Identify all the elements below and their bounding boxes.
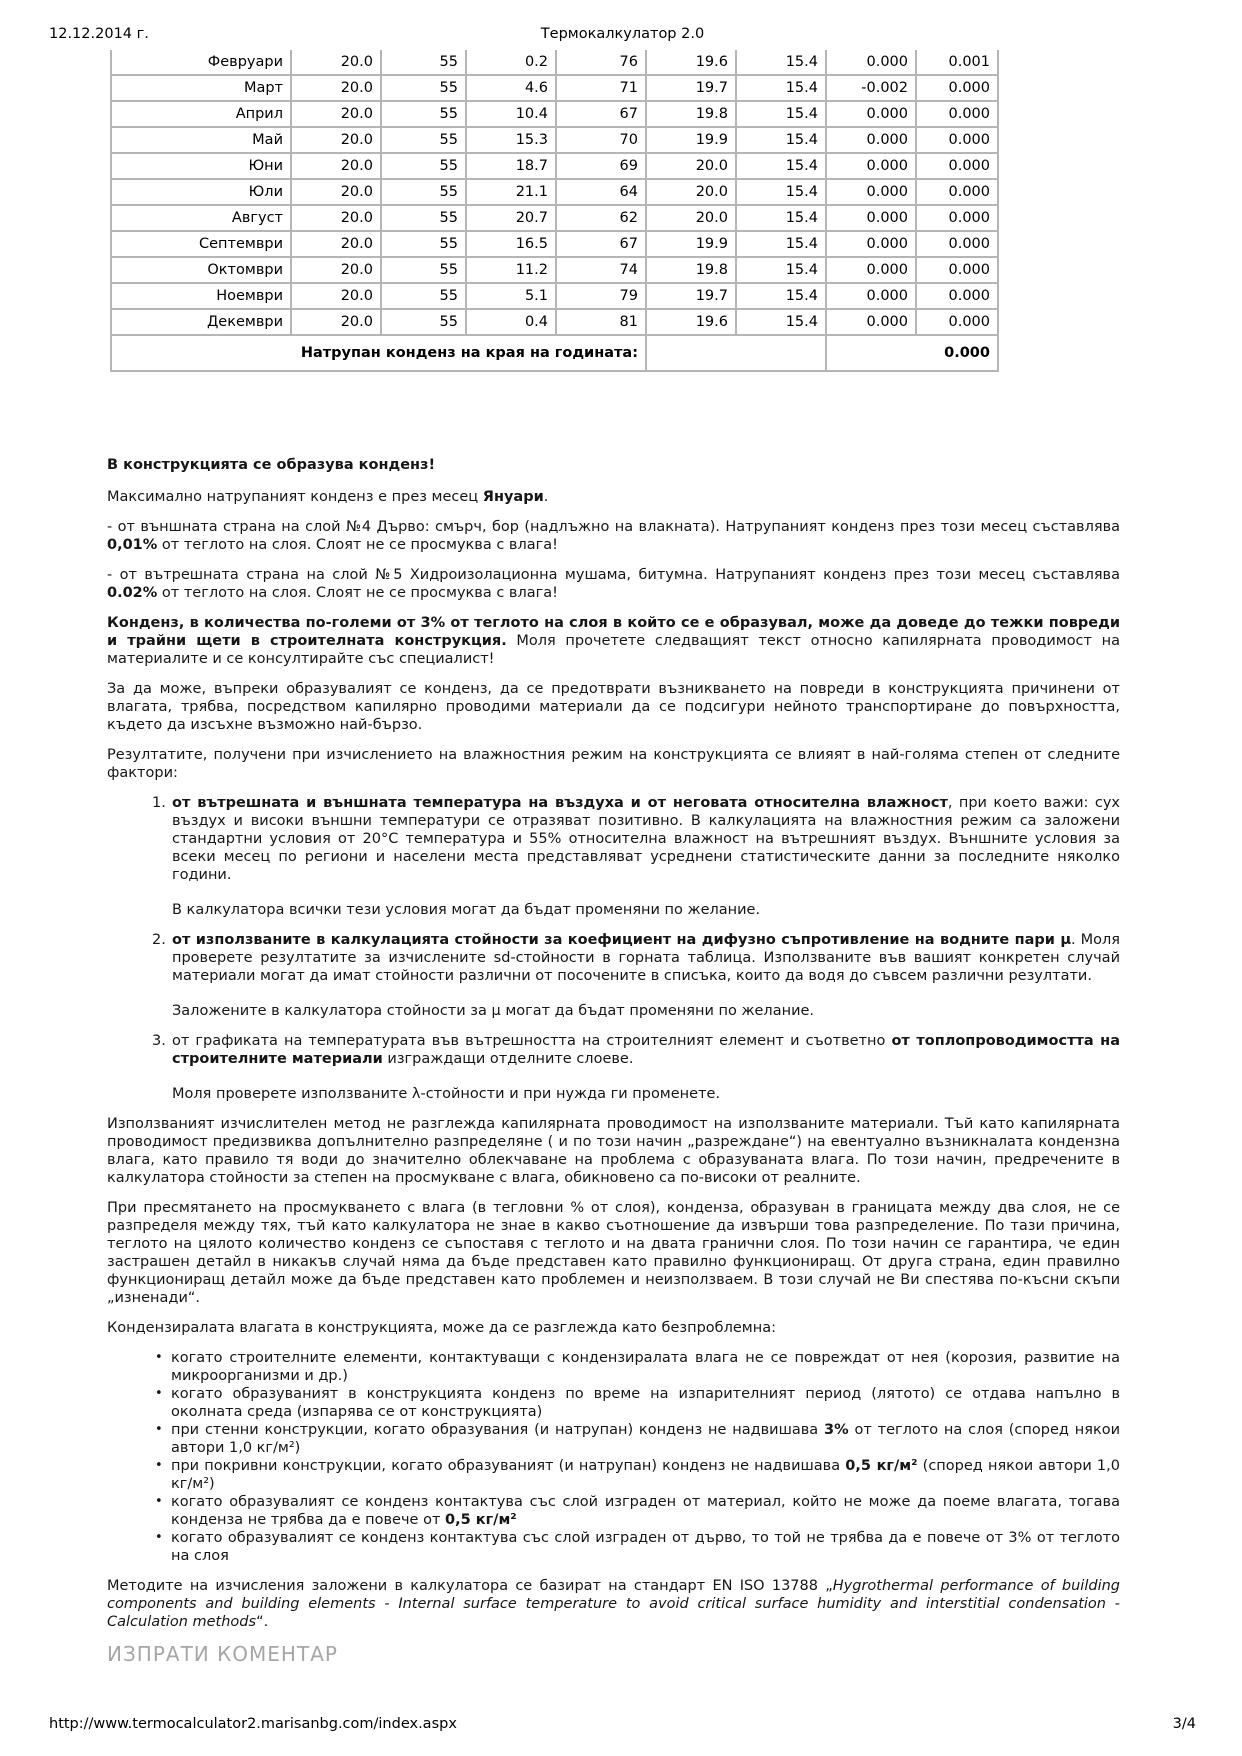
value-cell: 5.1	[466, 283, 556, 309]
text-segment: при покривни конструкции, когато образуваният (и натрупан) конденз не надвишава	[171, 1458, 846, 1474]
source-url: http://www.termocalculator2.marisanbg.com/index.aspx	[49, 1716, 457, 1732]
value-cell: 62	[556, 205, 646, 231]
bullet-marker-icon: •	[155, 1350, 163, 1365]
table-row	[111, 101, 998, 127]
value-cell: 19.9	[646, 127, 736, 153]
paragraph	[107, 1319, 1120, 1337]
value-cell: 0.000	[916, 309, 998, 335]
value-cell: 20.0	[291, 257, 381, 283]
text-segment: 3%	[824, 1422, 849, 1438]
text-segment: (според някои автори 1,0 кг/м²)	[171, 1458, 1120, 1492]
numbered-list	[107, 794, 1120, 1103]
text-segment: Заложените в калкулатора стойности за μ могат да бъдат променяни по желание.	[172, 1003, 815, 1019]
value-cell: 55	[381, 75, 466, 101]
text-segment: от вътрешната и външната температура на въздуха и от неговата относителна влажност	[172, 795, 948, 811]
value-cell: 20.0	[291, 231, 381, 257]
list-item-paragraph	[172, 1085, 1120, 1103]
table-row	[111, 127, 998, 153]
list-item-text	[171, 1493, 1120, 1529]
text-segment: от теглото на слоя. Слоят не се просмуква с влага!	[157, 537, 558, 553]
text-segment: Hygrothermal performance of building components and building elements - Internal surface temperature to avoid critical surface humidity and interstitial condensation - Calculation methods	[107, 1578, 1120, 1630]
value-cell: 15.4	[736, 309, 826, 335]
value-cell: 15.4	[736, 231, 826, 257]
total-label: Натрупан конденз на края на годината:	[111, 335, 646, 371]
month-cell: Ноември	[111, 283, 291, 309]
bullet-list-item	[107, 1457, 1120, 1493]
text-segment: 0,5 кг/м²	[845, 1458, 918, 1474]
value-cell: 20.7	[466, 205, 556, 231]
total-empty-cell	[646, 335, 826, 371]
value-cell: 0.000	[916, 101, 998, 127]
paragraph	[107, 1115, 1120, 1187]
paragraph	[107, 1577, 1120, 1631]
value-cell: 67	[556, 231, 646, 257]
text-segment: Методите на изчисления заложени в калкулатора се базират на стандарт EN ISO 13788 „	[107, 1578, 833, 1594]
text-segment: Конденз, в количества по-големи от 3% от теглото на слоя в който се е образувал, може да доведе до тежки повреди и трайни щети в строителната конструкция.	[107, 615, 1120, 649]
value-cell: 0.000	[826, 283, 916, 309]
list-item-text	[171, 1529, 1120, 1565]
value-cell: 55	[381, 257, 466, 283]
value-cell: 0.000	[916, 153, 998, 179]
bullet-marker-icon: •	[155, 1386, 163, 1401]
paragraph	[107, 746, 1120, 782]
bullet-list-item	[107, 1493, 1120, 1529]
text-segment: 0,01%	[107, 537, 158, 553]
bullet-marker-icon: •	[155, 1458, 163, 1473]
list-item-text	[172, 931, 1120, 1020]
text-segment: когато строителните елементи, контактуващи с кондензиралата влага не се повреждат от нея (корозия, развитие на микроорганизми и др.)	[171, 1350, 1120, 1384]
month-cell: Октомври	[111, 257, 291, 283]
value-cell: 55	[381, 101, 466, 127]
month-cell: Септември	[111, 231, 291, 257]
value-cell: 19.7	[646, 283, 736, 309]
month-cell: Април	[111, 101, 291, 127]
value-cell: 16.5	[466, 231, 556, 257]
value-cell: 0.000	[826, 231, 916, 257]
page-title: Термокалкулатор 2.0	[540, 26, 705, 42]
text-segment: Моля проверете използваните λ-стойности и при нужда ги променете.	[172, 1086, 721, 1102]
value-cell: 15.4	[736, 257, 826, 283]
list-item-text	[172, 1032, 1120, 1103]
value-cell: 15.4	[736, 205, 826, 231]
value-cell: 20.0	[291, 153, 381, 179]
month-cell: Март	[111, 75, 291, 101]
value-cell: 0.000	[826, 309, 916, 335]
value-cell: 20.0	[291, 50, 381, 75]
value-cell: 19.8	[646, 257, 736, 283]
value-cell: 20.0	[291, 283, 381, 309]
table-row	[111, 283, 998, 309]
value-cell: 19.8	[646, 101, 736, 127]
list-item-paragraph	[172, 1002, 1120, 1020]
list-item-number: 1.	[152, 795, 166, 811]
table-row	[111, 257, 998, 283]
value-cell: 15.3	[466, 127, 556, 153]
value-cell: -0.002	[826, 75, 916, 101]
text-segment: от теглото на слоя (според някои автори 1,0 кг/м²)	[171, 1422, 1120, 1456]
value-cell: 15.4	[736, 75, 826, 101]
bullet-list-item	[107, 1349, 1120, 1385]
value-cell: 55	[381, 309, 466, 335]
text-segment: При пресмятането на просмукването с влага (в тегловни % от слоя), конденза, образуван в границата между два слоя, не се разпределя между тях, тъй като калкулатора не знае в какво съотношение да извърши това разпределение. По тази причина, теглото на цялото количество конденз се съпоставя с теглото и на двата гранични слоя. По този начин се гарантира, че един застрашен детайл в никакъв случай няма да бъде представен като правилно функциониращ. От друга страна, един правилно функциониращ детайл може да бъде представен като проблемен и неизползваем. В този случай не Ви спестява по-късни скъпи „изненади“.	[107, 1200, 1120, 1306]
text-segment: Моля прочетете следващият текст относно капилярната проводимост на материалите и се консултирайте със специалист!	[107, 633, 1121, 667]
month-cell: Август	[111, 205, 291, 231]
text-segment: при стенни конструкции, когато образувания (и натрупан) конденз не надвишава	[171, 1422, 825, 1438]
value-cell: 0.000	[826, 153, 916, 179]
send-comment-button[interactable]: ИЗПРАТИ КОМЕНТАР	[107, 1642, 338, 1666]
table-row	[111, 309, 998, 335]
text-segment: Резултатите, получени при изчислението на влажностния режим на конструкцията се влияят в най-голяма степен от следните фактори:	[107, 747, 1120, 781]
value-cell: 15.4	[736, 153, 826, 179]
value-cell: 20.0	[291, 205, 381, 231]
value-cell: 20.0	[291, 179, 381, 205]
value-cell: 19.7	[646, 75, 736, 101]
list-item-text	[171, 1385, 1120, 1421]
value-cell: 15.4	[736, 50, 826, 75]
value-cell: 20.0	[291, 101, 381, 127]
list-item-paragraph	[172, 1032, 1120, 1068]
value-cell: 74	[556, 257, 646, 283]
bullet-list-item	[107, 1421, 1120, 1457]
value-cell: 76	[556, 50, 646, 75]
value-cell: 19.6	[646, 50, 736, 75]
paragraph	[107, 1199, 1120, 1307]
month-cell: Юли	[111, 179, 291, 205]
text-segment: .	[543, 489, 549, 505]
value-cell: 21.1	[466, 179, 556, 205]
text-segment: от теглото на слоя. Слоят не се просмуква с влага!	[157, 585, 558, 601]
paragraph	[107, 614, 1120, 668]
value-cell: 0.000	[916, 179, 998, 205]
text-segment: - от външната страна на слой №4 Дърво: смърч, бор (надлъжно на влакната). Натрупаният конденз през този месец съставлява	[107, 519, 1120, 535]
value-cell: 11.2	[466, 257, 556, 283]
list-item-paragraph	[172, 794, 1120, 884]
list-item-number: 3.	[152, 1033, 166, 1049]
paragraph	[107, 488, 1120, 506]
value-cell: 0.4	[466, 309, 556, 335]
bullet-marker-icon: •	[155, 1530, 163, 1545]
text-segment: В конструкцията се образува конденз!	[107, 457, 436, 473]
text-segment: Максимално натрупаният конденз е през месец	[107, 489, 483, 505]
value-cell: 55	[381, 127, 466, 153]
total-value: 0.000	[826, 335, 998, 371]
print-header	[49, 26, 1196, 42]
text-segment: Използваният изчислителен метод не разглежда капилярната проводимост на използваните материали. Тъй като капилярната проводимост предизвиква допълнително разпределяне ( и по този начин „разреждане“) на евентуално възникналата кондензна влага, като правило тя води до значително облекчаване на проблема с образуваната влага. По този начин, предречените в калкулатора стойности за степен на просмукване с влага, обикновено са по-високи от реалните.	[107, 1116, 1120, 1186]
bullet-list-item	[107, 1385, 1120, 1421]
numbered-list-item	[107, 1032, 1120, 1103]
condensation-table	[110, 50, 999, 372]
value-cell: 20.0	[291, 75, 381, 101]
text-segment: 0.02%	[107, 585, 158, 601]
value-cell: 0.000	[916, 75, 998, 101]
value-cell: 67	[556, 101, 646, 127]
list-item-text	[172, 794, 1120, 919]
value-cell: 64	[556, 179, 646, 205]
value-cell: 15.4	[736, 283, 826, 309]
list-item-text	[171, 1457, 1120, 1493]
value-cell: 0.000	[916, 257, 998, 283]
value-cell: 0.000	[826, 179, 916, 205]
value-cell: 0.000	[826, 205, 916, 231]
table-row	[111, 153, 998, 179]
paragraph	[107, 566, 1120, 602]
text-segment: от използваните в калкулацията стойности за коефициент на дифузно съпротивление на водните пари μ	[172, 932, 1072, 948]
bullet-marker-icon: •	[155, 1422, 163, 1437]
value-cell: 0.000	[826, 257, 916, 283]
value-cell: 55	[381, 283, 466, 309]
value-cell: 79	[556, 283, 646, 309]
value-cell: 20.0	[646, 153, 736, 179]
text-segment: Кондензиралата влагата в конструкцията, може да се разглежда като безпроблемна:	[107, 1320, 776, 1336]
month-cell: Февруари	[111, 50, 291, 75]
text-segment: В калкулатора всички тези условия могат да бъдат променяни по желание.	[172, 902, 761, 918]
value-cell: 55	[381, 153, 466, 179]
value-cell: 0.000	[916, 283, 998, 309]
value-cell: 20.0	[646, 205, 736, 231]
value-cell: 19.6	[646, 309, 736, 335]
value-cell: 0.000	[826, 101, 916, 127]
table-row	[111, 231, 998, 257]
value-cell: 81	[556, 309, 646, 335]
month-cell: Юни	[111, 153, 291, 179]
value-cell: 19.9	[646, 231, 736, 257]
paragraph	[107, 518, 1120, 554]
table-total-row	[111, 335, 998, 371]
value-cell: 20.0	[291, 309, 381, 335]
text-segment: За да може, въпреки образувалият се конденз, да се предотврати възникването на повреди в конструкцията причинени от влагата, трябва, посредством капилярно проводими материали да се подсигури нейното транспортиране до повърхността, където да изсъхне възможно най-бързо.	[107, 681, 1120, 733]
value-cell: 18.7	[466, 153, 556, 179]
month-cell: Декември	[111, 309, 291, 335]
value-cell: 20.0	[291, 127, 381, 153]
value-cell: 20.0	[646, 179, 736, 205]
value-cell: 15.4	[736, 179, 826, 205]
value-cell: 15.4	[736, 101, 826, 127]
value-cell: 55	[381, 50, 466, 75]
value-cell: 71	[556, 75, 646, 101]
print-footer	[49, 1716, 1196, 1732]
text-segment: “.	[256, 1614, 269, 1630]
numbered-list-item	[107, 794, 1120, 919]
value-cell: 0.000	[916, 205, 998, 231]
value-cell: 0.001	[916, 50, 998, 75]
text-segment: когато образувалият се конденз контактува със слой изграден от дърво, то той не трябва да е повече от 3% от теглото на слоя	[171, 1530, 1120, 1564]
text-segment: - от вътрешната страна на слой №5 Хидроизолационна мушама, битумна. Натрупаният конденз през този месец съставлява	[107, 567, 1120, 583]
value-cell: 55	[381, 179, 466, 205]
table-row	[111, 75, 998, 101]
table-row	[111, 205, 998, 231]
list-item-paragraph	[172, 901, 1120, 919]
value-cell: 0.000	[826, 50, 916, 75]
page-number: 3/4	[1172, 1716, 1196, 1732]
paragraph	[107, 680, 1120, 734]
value-cell: 0.2	[466, 50, 556, 75]
bullet-list	[107, 1349, 1120, 1565]
bullet-marker-icon: •	[155, 1494, 163, 1509]
text-segment: 0,5 кг/м²	[445, 1512, 517, 1528]
text-segment: изграждащи отделните слоеве.	[382, 1051, 634, 1067]
value-cell: 0.000	[916, 127, 998, 153]
list-item-number: 2.	[152, 932, 166, 948]
text-segment: когато образувалият се конденз контактува със слой изграден от материал, който не може да поеме влагата, тогава конденза не трябва да е повече от	[171, 1494, 1120, 1528]
table-row	[111, 179, 998, 205]
list-item-text	[171, 1349, 1120, 1385]
value-cell: 0.000	[916, 231, 998, 257]
text-segment: Януари	[482, 489, 544, 505]
value-cell: 69	[556, 153, 646, 179]
month-cell: Май	[111, 127, 291, 153]
bullet-list-item	[107, 1529, 1120, 1565]
body-content	[107, 456, 1120, 1643]
value-cell: 0.000	[826, 127, 916, 153]
text-segment: от топлопроводимостта на строителните материали	[172, 1033, 1120, 1067]
value-cell: 4.6	[466, 75, 556, 101]
value-cell: 70	[556, 127, 646, 153]
section-heading	[107, 456, 1120, 474]
value-cell: 55	[381, 231, 466, 257]
numbered-list-item	[107, 931, 1120, 1020]
list-item-text	[171, 1421, 1120, 1457]
text-segment: когато образуваният в конструкцията конденз по време на изпарителният период (лятото) се отдава напълно в околната среда (изпарява се от конструкцията)	[171, 1386, 1120, 1420]
text-segment: от графиката на температурата във вътрешността на строителният елемент и съответно	[172, 1033, 892, 1049]
text-segment: , при което важи: сух въздух и високи външни температури се отразяват позитивно. В калкулацията на влажностния режим са заложени стандартни условия от 20°C температура и 55% относителна влажност на вътрешният въздух. Външните условия за всеки месец по региони и населени места представляват усреднени статистическите данни за последните няколко години.	[172, 795, 1120, 883]
value-cell: 10.4	[466, 101, 556, 127]
print-date: 12.12.2014 г.	[49, 26, 149, 42]
table-row	[111, 50, 998, 75]
text-segment: . Моля проверете резултатите за изчислените sd-стойности в горната таблица. Използваните във вашият конкретен случай материали могат да имат стойности различни от посочените в списъка, които да водя до съвсем различни резултати.	[172, 932, 1120, 984]
value-cell: 15.4	[736, 127, 826, 153]
value-cell: 55	[381, 205, 466, 231]
list-item-paragraph	[172, 931, 1120, 985]
condensation-table-body	[111, 50, 998, 335]
